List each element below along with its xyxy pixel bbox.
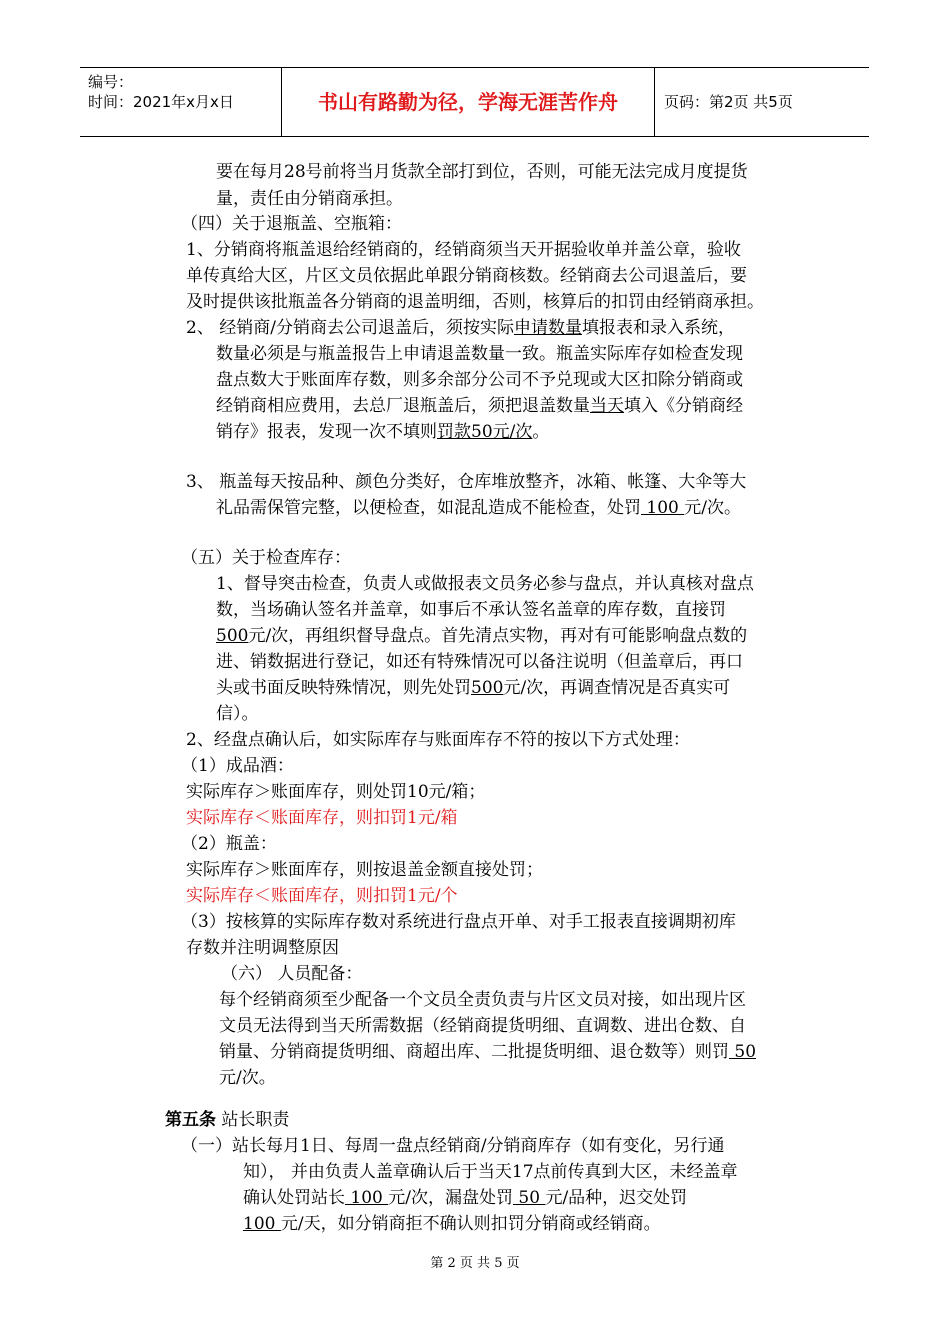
text-line: 礼品需保管完整，以便检查，如混乱造成不能检查，处罚 100 元/次。: [216, 498, 741, 518]
text-line: （一）站长每月1日、每周一盘点经销商/分销商库存（如有变化，另行通: [181, 1136, 725, 1156]
header-motto: 书山有路勤为径，学海无涯苦作舟: [282, 68, 655, 136]
section-heading: （四）关于退瓶盖、空瓶箱：: [181, 214, 402, 234]
header-meta: [80, 68, 282, 136]
text-line: 确认处罚站长 100 元/次，漏盘处罚 50 元/品种，迟交处罚: [243, 1188, 688, 1208]
text-line-red: 实际库存＜账面库存，则扣罚1元/箱: [186, 808, 458, 828]
page-header: [80, 67, 869, 137]
text-line: 实际库存＞账面库存，则处罚10元/箱；: [186, 782, 486, 802]
text-line: 实际库存＞账面库存，则按退盖金额直接处罚；: [186, 860, 543, 880]
text-line: （2）瓶盖：: [181, 834, 277, 854]
text-line: 及时提供该批瓶盖各分销商的退盖明细，否则，核算后的扣罚由经销商承担。: [186, 292, 764, 312]
section-heading: （五）关于检查库存：: [181, 548, 351, 568]
text-line: 1、督导突击检查，负责人或做报表文员务必参与盘点，并认真核对盘点: [216, 574, 754, 594]
text-line: 头或书面反映特殊情况，则先处罚500元/次，再调查情况是否真实可: [216, 678, 731, 698]
header-time: 时间：2021年x月x日: [88, 93, 234, 111]
text-line: 元/次。: [219, 1068, 276, 1088]
text-line: 知）， 并由负责人盖章确认后于当天17点前传真到大区，未经盖章: [243, 1162, 738, 1182]
page-footer: 第 2 页 共 5 页: [430, 1256, 520, 1271]
header-page-info: 页码：第2页 共5页: [664, 93, 793, 111]
text-line: 数量必须是与瓶盖报告上申请退盖数量一致。瓶盖实际库存如检查发现: [216, 344, 743, 364]
text-line: 每个经销商须至少配备一个文员全责负责与片区文员对接，如出现片区: [219, 990, 746, 1010]
text-line: 存数并注明调整原因: [186, 938, 339, 958]
text-line: （3）按核算的实际库存数对系统进行盘点开单、对手工报表直接调期初库: [181, 912, 736, 932]
text-line: 3、 瓶盖每天按品种、颜色分类好，仓库堆放整齐，冰箱、帐篷、大伞等大: [186, 472, 747, 492]
text-line: 500元/次，再组织督导盘点。首先清点实物，再对有可能影响盘点数的: [216, 626, 748, 646]
text-line: 经销商相应费用，去总厂退瓶盖后，须把退盖数量当天填入《分销商经: [216, 396, 743, 416]
text-line: 1、分销商将瓶盖退给经销商的，经销商须当天开据验收单并盖公章，验收: [186, 240, 741, 260]
text-line: 进、销数据进行登记，如还有特殊情况可以备注说明（但盖章后，再口: [216, 652, 743, 672]
text-line: 2、经盘点确认后，如实际库存与账面库存不符的按以下方式处理：: [186, 730, 690, 750]
text-line: 文员无法得到当天所需数据（经销商提货明细、直调数、进出仓数、自: [219, 1016, 746, 1036]
section-heading: （六） 人员配备：: [221, 964, 363, 984]
text-line: 销存》报表，发现一次不填则罚款50元/次。: [216, 422, 550, 442]
text-line: （1）成品酒：: [181, 756, 294, 776]
text-line: 信）。: [216, 704, 259, 724]
text-line: 数，当场确认签名并盖章，如事后不承认签名盖章的库存数，直接罚: [216, 600, 726, 620]
text-line: 盘点数大于账面库存数，则多余部分公司不予兑现或大区扣除分销商或: [216, 370, 743, 390]
text-line: 要在每月28号前将当月货款全部打到位，否则，可能无法完成月度提货: [216, 162, 748, 182]
header-code: 编号：: [88, 73, 134, 91]
text-line: 单传真给大区，片区文员依据此单跟分销商核数。经销商去公司退盖后，要: [186, 266, 747, 286]
text-line: 量，责任由分销商承担。: [216, 189, 403, 209]
text-line-red: 实际库存＜账面库存，则扣罚1元/个: [186, 886, 458, 906]
text-line: 100 元/天，如分销商拒不确认则扣罚分销商或经销商。: [243, 1214, 661, 1234]
article-heading: 第五条 站长职责: [165, 1110, 290, 1130]
text-line: 2、 经销商/分销商去公司退盖后，须按实际申请数量填报表和录入系统，: [186, 318, 735, 338]
text-line: 销量、分销商提货明细、商超出库、二批提货明细、退仓数等）则罚 50: [219, 1042, 757, 1062]
